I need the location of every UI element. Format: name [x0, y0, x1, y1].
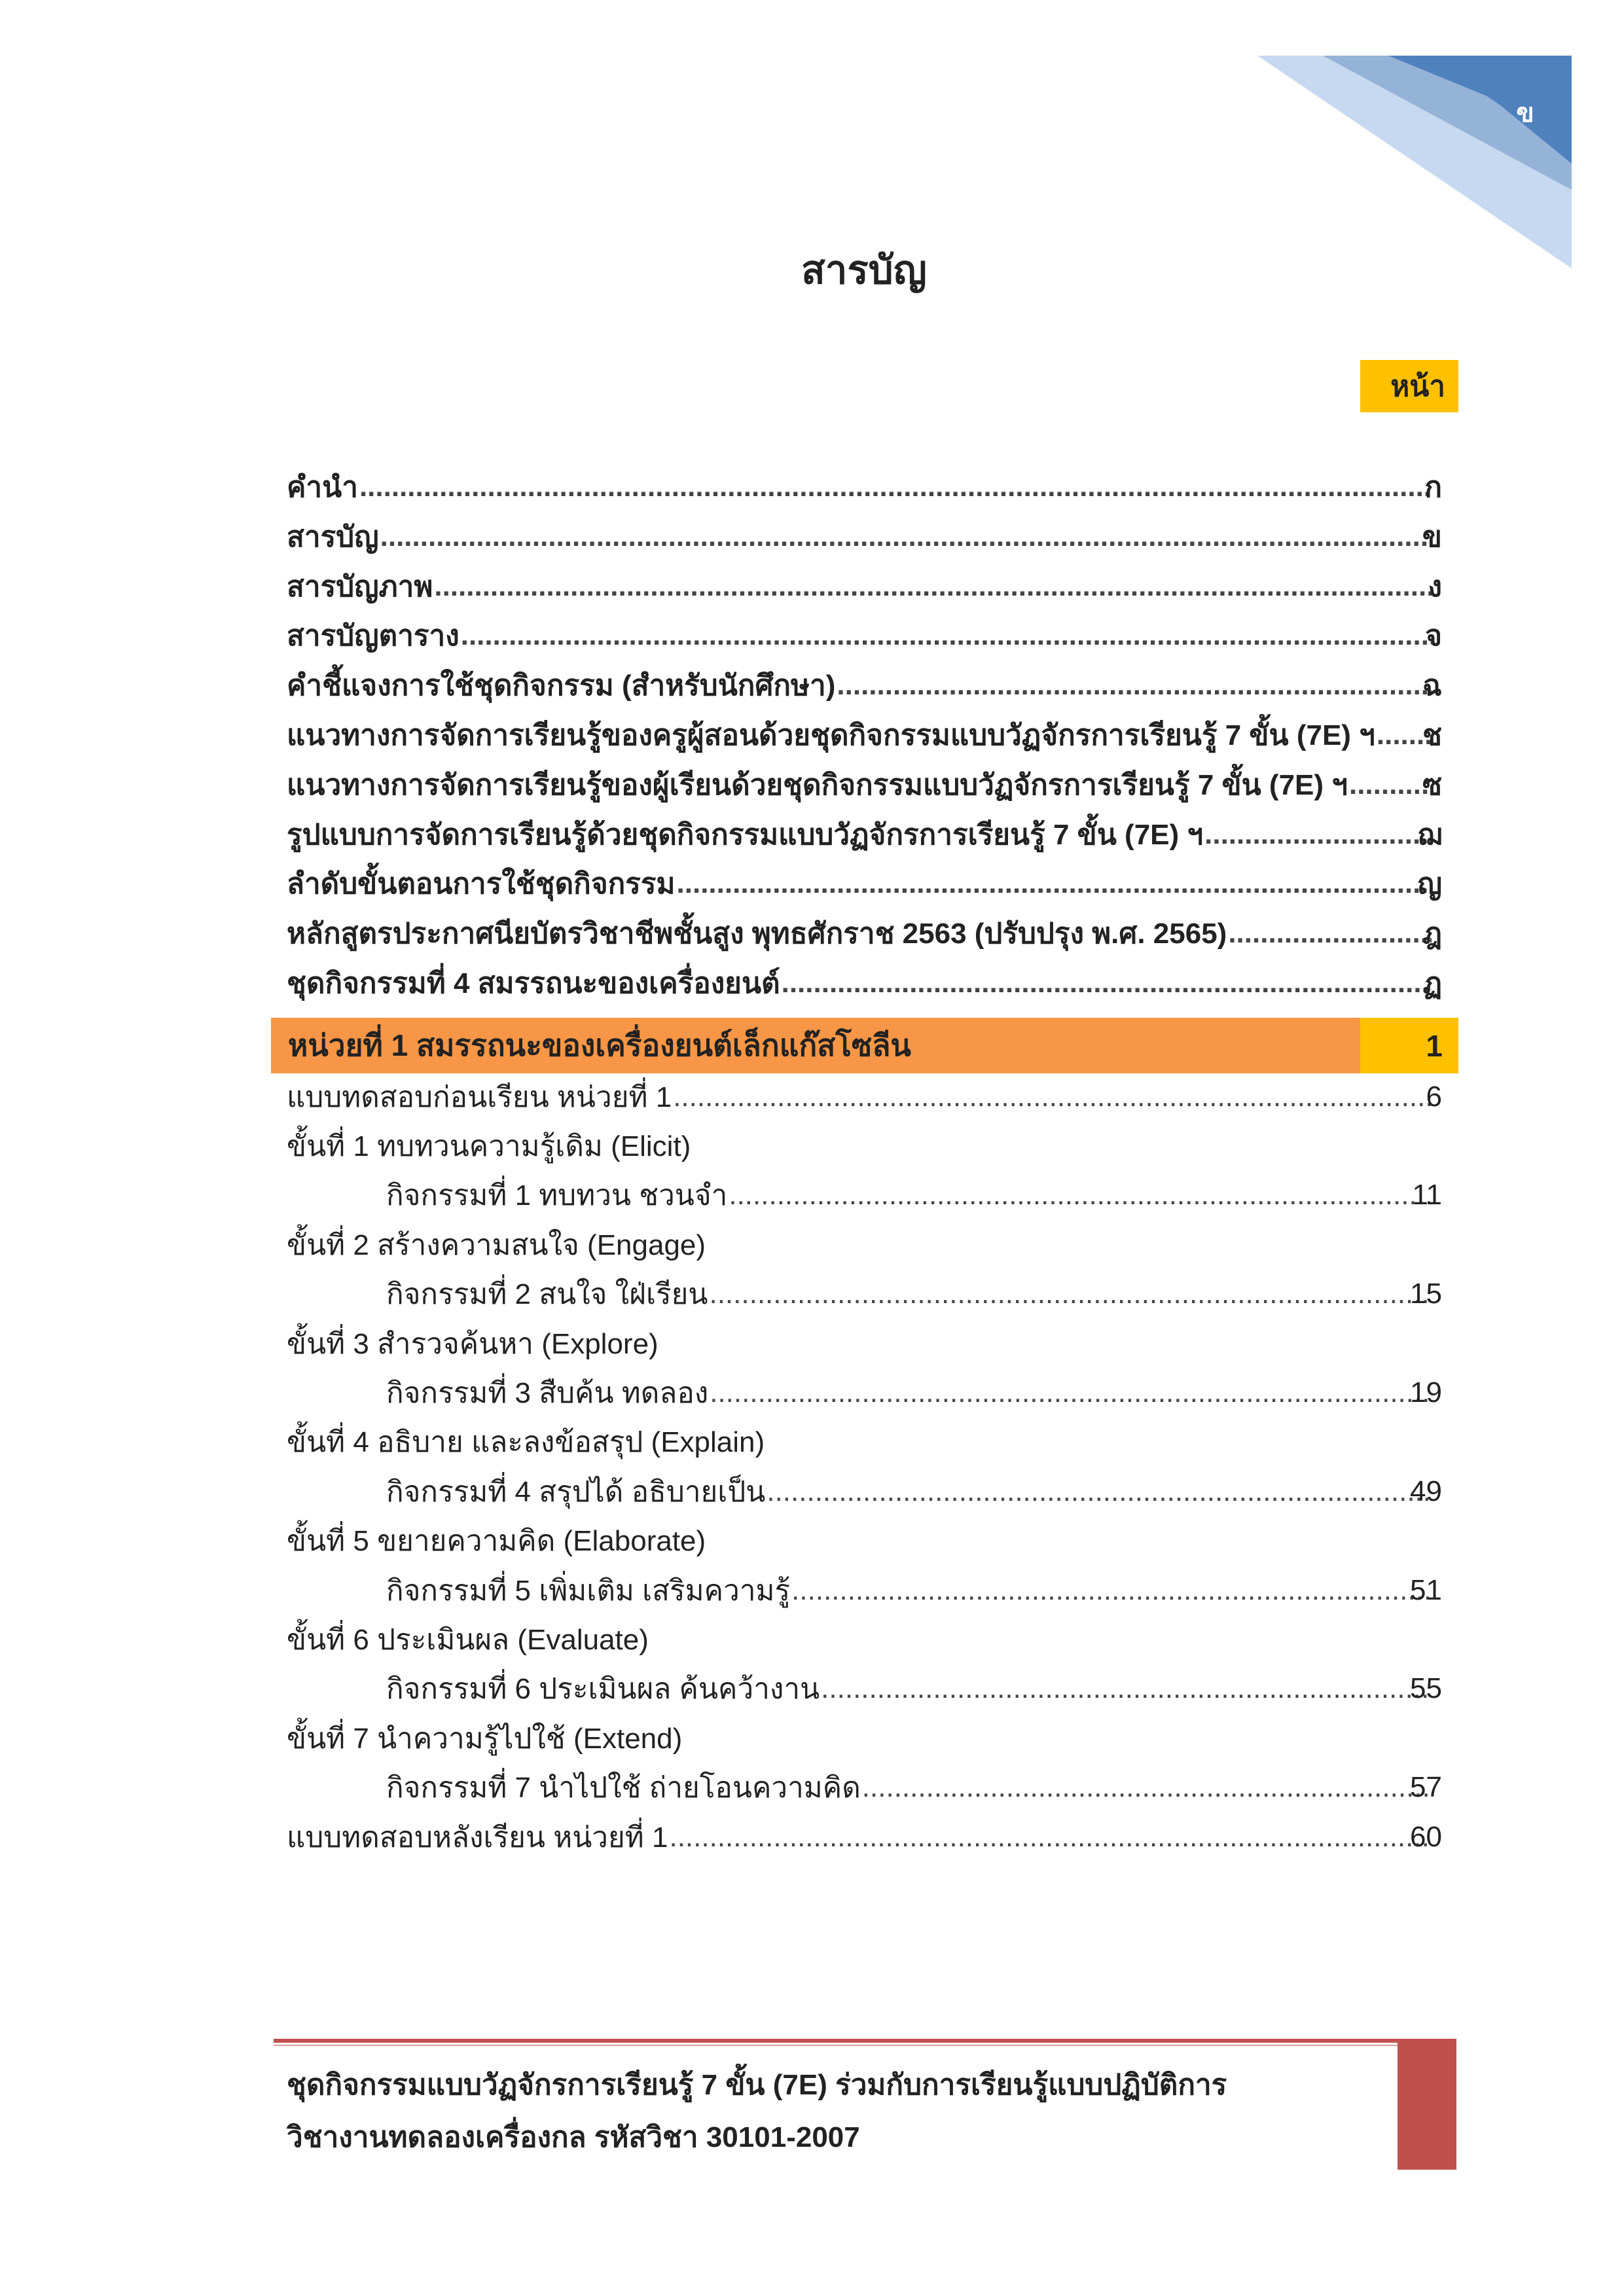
step-heading: ขั้นที่ 3 สำรวจค้นหา (Explore) [287, 1328, 659, 1360]
toc-front-matter-item[interactable] [287, 611, 1442, 660]
toc-entry-label: กิจกรรมที่ 3 สืบค้น ทดลอง [386, 1377, 709, 1409]
dot-leader [791, 1574, 1432, 1607]
toc-front-matter-item[interactable] [287, 810, 1442, 859]
toc-activity-item[interactable] [386, 1269, 1442, 1319]
dot-leader [673, 1081, 1432, 1113]
footer-rule-shadow [274, 2045, 1452, 2046]
toc-entry-label: แนวทางการจัดการเรียนรู้ของครูผู้สอนด้วยชุดกิจกรรมแบบวัฏจักรการเรียนรู้ 7 ขั้น (7E) ฯ [287, 719, 1375, 751]
toc-activity-item[interactable] [386, 1566, 1442, 1615]
toc-entry-label: สารบัญภาพ [287, 571, 433, 603]
toc-front-matter-item[interactable] [287, 760, 1442, 810]
toc-entry-label: กิจกรรมที่ 5 เพิ่มเติม เสริมความรู้ [386, 1575, 791, 1607]
toc-entry-page: 11 [1412, 1179, 1442, 1211]
toc-entry-page: 60 [1410, 1821, 1442, 1853]
toc-entry-page: 19 [1410, 1376, 1442, 1408]
toc-front-matter-item[interactable] [287, 958, 1442, 1008]
toc-activity-item[interactable] [386, 1664, 1442, 1713]
toc-front-matter-item[interactable] [287, 562, 1442, 611]
toc-activity-item[interactable] [386, 1763, 1442, 1812]
toc-entry-page: 6 [1426, 1081, 1442, 1113]
toc-entry-label: กิจกรรมที่ 2 สนใจ ใฝ่เรียน [386, 1278, 708, 1310]
toc-entry-page: ข [1422, 521, 1442, 553]
toc-entry-label: คำนำ [287, 471, 358, 503]
toc-entry-page: 15 [1410, 1278, 1442, 1310]
toc-entry-label: หลักสูตรประกาศนียบัตรวิชาชีพชั้นสูง พุทธศักราช 2563 (ปรับปรุง พ.ศ. 2565) [287, 918, 1227, 950]
toc-entry-page: ฉ [1422, 670, 1442, 702]
dot-leader [461, 619, 1432, 652]
toc-entry-page: จ [1425, 620, 1442, 652]
dot-leader [359, 471, 1432, 503]
dot-leader [862, 1771, 1432, 1804]
dot-leader [709, 1278, 1432, 1310]
toc-entry-label: ชุดกิจกรรมที่ 4 สมรรถนะของเครื่องยนต์ [287, 967, 780, 999]
unit-heading[interactable]: หน่วยที่ 1 สมรรถนะของเครื่องยนต์เล็กแก๊สโซลีน [271, 1018, 1360, 1073]
toc-entry-page: ง [1428, 571, 1442, 603]
toc-activity-item[interactable] [386, 1170, 1442, 1220]
footer-rule [274, 2039, 1452, 2043]
dot-leader [669, 1821, 1432, 1854]
toc-entry-label: ลำดับขั้นตอนการใช้ชุดกิจกรรม [287, 868, 676, 900]
toc-entry-page: ฌ [1417, 819, 1442, 851]
dot-leader [434, 570, 1432, 603]
toc-entry-label: กิจกรรมที่ 6 ประเมินผล ค้นคว้างาน [386, 1673, 820, 1705]
dot-leader [710, 1376, 1432, 1409]
toc-front-matter-item[interactable] [287, 859, 1442, 908]
toc-entry-label: กิจกรรมที่ 1 ทบทวน ชวนจำ [386, 1179, 728, 1211]
dot-leader [821, 1672, 1432, 1705]
toc-entry-page: 57 [1410, 1771, 1442, 1803]
toc-posttest-item[interactable] [287, 1812, 1442, 1862]
step-heading: ขั้นที่ 2 สร้างความสนใจ (Engage) [287, 1229, 706, 1261]
step-heading: ขั้นที่ 4 อธิบาย และลงข้อสรุป (Explain) [287, 1426, 765, 1458]
dot-leader [767, 1475, 1432, 1508]
step-heading: ขั้นที่ 5 ขยายความคิด (Elaborate) [287, 1525, 706, 1557]
toc-entry-label: แบบทดสอบก่อนเรียน หน่วยที่ 1 [287, 1081, 672, 1113]
toc-entry-page: ญ [1417, 868, 1442, 900]
dot-leader [729, 1179, 1432, 1211]
toc-entry-label: กิจกรรมที่ 4 สรุปได้ อธิบายเป็น [386, 1476, 766, 1508]
toc-pretest-item[interactable] [287, 1072, 1442, 1122]
toc-activity-item[interactable] [386, 1467, 1442, 1516]
toc-entry-label: รูปแบบการจัดการเรียนรู้ด้วยชุดกิจกรรมแบบวัฏจักรการเรียนรู้ 7 ขั้น (7E) ฯ [287, 819, 1204, 851]
page-title: สารบัญ [801, 248, 927, 292]
dot-leader [782, 967, 1432, 999]
toc-front-matter-item[interactable] [287, 908, 1442, 958]
step-heading: ขั้นที่ 7 นำความรู้ไปใช้ (Extend) [287, 1723, 683, 1755]
toc-entry-label: กิจกรรมที่ 7 นำไปใช้ ถ่ายโอนความคิด [386, 1772, 861, 1804]
dot-leader [380, 520, 1432, 553]
toc-entry-label: คำชี้แจงการใช้ชุดกิจกรรม (สำหรับนักศึกษา) [287, 670, 836, 702]
toc-entry-page: 55 [1410, 1672, 1442, 1704]
toc-entry-page: ฏ [1422, 967, 1442, 999]
toc-entry-page: ฎ [1422, 918, 1442, 950]
dot-leader [677, 867, 1432, 900]
toc-activity-item[interactable] [386, 1368, 1442, 1418]
step-heading: ขั้นที่ 6 ประเมินผล (Evaluate) [287, 1624, 649, 1656]
toc-entry-label: สารบัญ [287, 521, 379, 553]
toc-front-matter-item[interactable] [287, 462, 1442, 512]
footer-line-2: วิชางานทดลองเครื่องกล รหัสวิชา 30101-2007 [287, 2121, 860, 2153]
dot-leader [837, 669, 1432, 702]
toc-entry-page: ช [1422, 719, 1442, 751]
toc-front-matter-item[interactable] [287, 710, 1442, 760]
toc-front-matter-item[interactable] [287, 512, 1442, 562]
unit-page-number: 1 [1360, 1018, 1458, 1073]
toc-entry-page: ซ [1422, 769, 1442, 801]
toc-entry-page: 49 [1410, 1475, 1442, 1507]
toc-front-matter-item[interactable] [287, 660, 1442, 710]
step-heading: ขั้นที่ 1 ทบทวนความรู้เดิม (Elicit) [287, 1130, 691, 1162]
toc-entry-label: แบบทดสอบหลังเรียน หน่วยที่ 1 [287, 1821, 668, 1854]
page-column-header: หน้า [1360, 360, 1458, 412]
toc-entry-label: สารบัญตาราง [287, 620, 460, 652]
toc-entry-page: ก [1424, 471, 1442, 503]
footer-accent-block [1398, 2039, 1456, 2170]
footer-line-1: ชุดกิจกรรมแบบวัฏจักรการเรียนรู้ 7 ขั้น (7E) ร่วมกับการเรียนรู้แบบปฏิบัติการ [287, 2069, 1227, 2101]
page-letter: ข [1516, 99, 1534, 128]
toc-entry-page: 51 [1410, 1574, 1442, 1606]
toc-entry-label: แนวทางการจัดการเรียนรู้ของผู้เรียนด้วยชุดกิจกรรมแบบวัฏจักรการเรียนรู้ 7 ขั้น (7E) ฯ [287, 769, 1348, 801]
